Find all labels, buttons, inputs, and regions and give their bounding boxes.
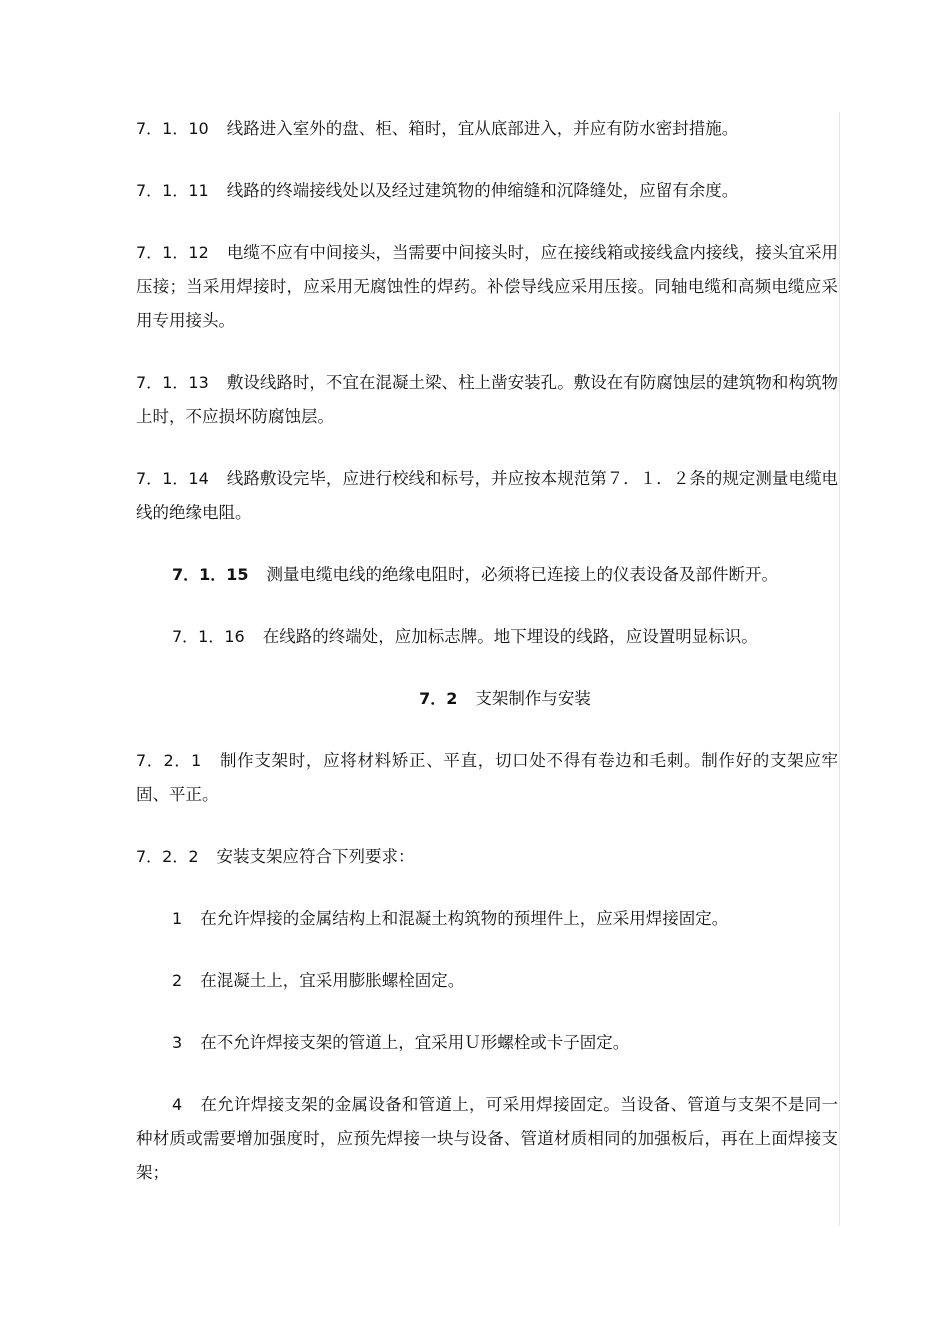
list-item-text: 在允许焊接支架的金属设备和管道上，可采用焊接固定。当设备、管道与支架不是同一种材质或需要增加强度时，应预先焊接一块与设备、管道材质相同的加强板后，再在上面焊接支架；: [136, 1095, 838, 1182]
clause-7-1-12: [136, 236, 838, 338]
clause-number: 7．1．14: [136, 469, 209, 488]
clause-7-1-15: [136, 558, 838, 592]
list-item-number: 2: [172, 971, 183, 990]
page-edge-rule: [839, 112, 840, 1226]
clause-number: 7．1．15: [172, 565, 249, 584]
list-item-number: 3: [172, 1033, 183, 1052]
list-item-text: 在允许焊接的金属结构上和混凝土构筑物的预埋件上，应采用焊接固定。: [200, 909, 729, 928]
section-heading-7-2: [136, 682, 838, 716]
clause-text: 测量电缆电线的绝缘电阻时，必须将已连接上的仪表设备及部件断开。: [266, 565, 779, 584]
clause-text: 线路的终端接线处以及经过建筑物的伸缩缝和沉降缝处，应留有余度。: [226, 181, 739, 200]
clause-7-2-2: [136, 840, 838, 874]
list-item-2: [136, 964, 838, 998]
clause-7-1-10: [136, 112, 838, 146]
list-item-4: [136, 1088, 838, 1190]
section-title: 支架制作与安装: [475, 689, 591, 708]
clause-text: 敷设线路时，不宜在混凝土梁、柱上凿安装孔。敷设在有防腐蚀层的建筑物和构筑物上时，不应损坏防腐蚀层。: [136, 373, 838, 426]
list-item-3: [136, 1026, 838, 1060]
clause-number: 7．1．10: [136, 119, 209, 138]
clause-text: 在线路的终端处，应加标志牌。地下埋设的线路，应设置明显标识。: [262, 627, 758, 646]
clause-number: 7．2．2: [136, 847, 199, 866]
clause-7-1-13: [136, 366, 838, 434]
list-item-number: 1: [172, 909, 183, 928]
clause-text: 电缆不应有中间接头，当需要中间接头时，应在接线箱或接线盒内接线，接头宜采用压接；当采用焊接时，应采用无腐蚀性的焊药。补偿导线应采用压接。同轴电缆和高频电缆应采用专用接头。: [136, 243, 838, 330]
clause-number: 7．1．12: [136, 243, 209, 262]
document-body: [136, 112, 838, 1190]
clause-7-1-11: [136, 174, 838, 208]
clause-number: 7．1．13: [136, 373, 209, 392]
clause-7-2-1: [136, 744, 838, 812]
clause-text: 制作支架时，应将材料矫正、平直，切口处不得有卷边和毛刺。制作好的支架应牢固、平正。: [136, 751, 839, 804]
clause-number: 7．2．1: [136, 751, 202, 770]
clause-text: 线路进入室外的盘、柜、箱时，宜从底部进入，并应有防水密封措施。: [226, 119, 739, 138]
clause-text: 安装支架应符合下列要求：: [216, 847, 415, 866]
list-item-text: 在不允许焊接支架的管道上，宜采用Ｕ形螺栓或卡子固定。: [200, 1033, 630, 1052]
section-number: 7．2: [419, 689, 458, 708]
list-item-number: 4: [172, 1095, 183, 1114]
clause-7-1-14: [136, 462, 838, 530]
list-item-text: 在混凝土上，宜采用膨胀螺栓固定。: [200, 971, 465, 990]
clause-text: 线路敷设完毕，应进行校线和标号，并应按本规范第７．１．２条的规定测量电缆电线的绝缘电阻。: [136, 469, 838, 522]
clause-number: 7．1．11: [136, 181, 209, 200]
clause-number: 7．1．16: [172, 627, 245, 646]
list-item-1: [136, 902, 838, 936]
clause-7-1-16: [136, 620, 838, 654]
